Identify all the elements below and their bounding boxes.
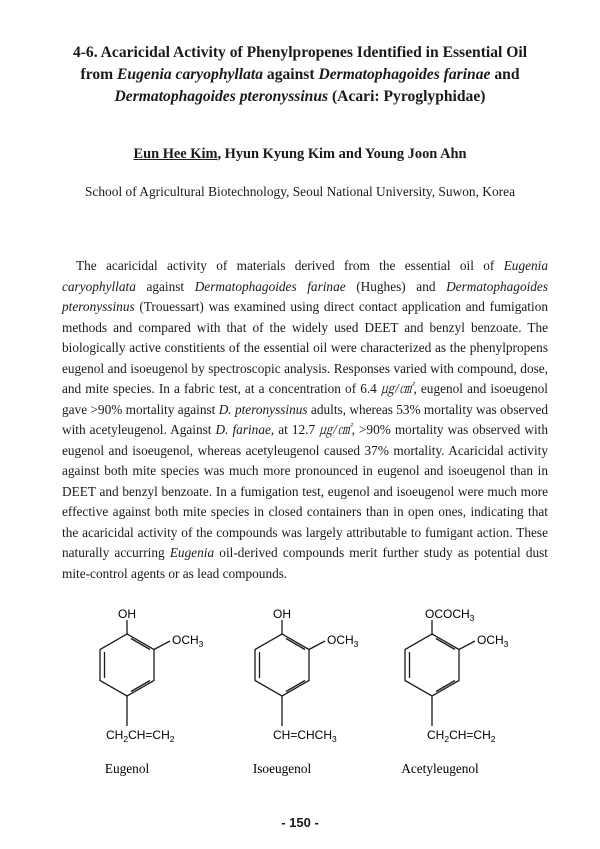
title-species: Dermatophagoides farinae <box>318 66 491 83</box>
isoeugenol-och3-label: $OCH_3$ <box>327 633 359 649</box>
paper-title <box>40 42 560 108</box>
isoeugenol-oh-label: OH <box>273 608 291 621</box>
abstract-text: (Trouessart) was examined using direct contact application and fumigation methods and compared with that of the widely used DEET and benzyl benzoate. The biologically active constitients of the essential oil were characterized as the phenylpropens eugenol and isoeugenol by spectroscopic analysis. Responses varied with compound, dose, and mite species. In a fabric test, at a concentration of 6.4 <box>62 299 548 396</box>
presenting-author: Eun Hee Kim <box>133 146 218 162</box>
abstract-text: against <box>135 278 195 294</box>
abstract-text: adults, whereas 53% mortality was observed with acetyleugenol. Against <box>62 401 549 437</box>
acetyleugenol-caption: Acetyleugenol <box>401 761 479 776</box>
title-text: (Acari: Pyroglyphidae) <box>328 88 486 105</box>
eugenol-oh-label: OH <box>118 608 136 621</box>
eugenol-chain-label: $CH_2CH=CH_2$ <box>106 728 175 744</box>
title-text: from <box>80 66 118 83</box>
title-line-3 <box>40 86 560 108</box>
chemical-structures-figure <box>70 608 550 798</box>
abstract-body <box>62 256 548 584</box>
affiliation: School of Agricultural Biotechnology, Seoul National University, Suwon, Korea <box>84 184 516 199</box>
abstract-species: Dermatophagoides pteronyssinus <box>62 278 549 314</box>
abstract-text: , eugenol and isoeugenol gave >90% mortality against <box>62 381 548 417</box>
abstract-unit: ㎍/㎠ <box>380 381 414 396</box>
acetyleugenol-ring <box>405 620 475 726</box>
abstract-unit: ㎍/㎠ <box>319 422 352 437</box>
isoeugenol-ring <box>255 620 325 726</box>
isoeugenol-caption: Isoeugenol <box>252 761 312 776</box>
acetyleugenol-ococh3-label: $OCOCH_3$ <box>425 608 475 623</box>
author-list <box>40 146 560 163</box>
title-line-2 <box>40 64 560 86</box>
title-text: and <box>490 66 520 83</box>
eugenol-och3-label: $OCH_3$ <box>172 633 204 649</box>
acetyleugenol-chain-label: $CH_2CH=CH_2$ <box>427 728 496 744</box>
page-number: - 150 - <box>281 815 319 830</box>
abstract-species: Eugenia caryophyllata <box>62 258 548 294</box>
title-text: against <box>263 66 319 83</box>
title-species: Dermatophagoides pteronyssinus <box>114 88 329 105</box>
abstract-species: D. pteronyssinus <box>218 401 308 417</box>
abstract-text: , >90% mortality was observed with eugenol and isoeugenol, whereas acetyleugenol caused 37% mortality. Acaricidal activity against both mite species was much more pronounced in eugenol and isoeugenol than in DEET and benzyl benzoate. In a fumigation test, eugenol and isoeugenol were much more effective against both mite species in closed containers than in open ones, indicating that the acaricidal activity of the compounds was largely attributable to fumigant action. These naturally accurring <box>62 422 548 560</box>
co-authors: , Hyun Kyung Kim and Young Joon Ahn <box>217 146 467 162</box>
isoeugenol-chain-label: $CH=CHCH_3$ <box>273 728 337 744</box>
abstract-text: oil-derived compounds merit further study as potential dust mite-control agents or as lead compounds. <box>62 545 548 581</box>
abstract-text: , at 12.7 <box>270 422 320 437</box>
structures-svg <box>70 608 550 798</box>
eugenol-ring <box>100 620 170 726</box>
abstract-text: (Hughes) and <box>345 278 447 294</box>
eugenol-caption: Eugenol <box>104 761 150 776</box>
title-line-1: 4-6. Acaricidal Activity of Phenylpropenes Identified in Essential Oil <box>72 44 528 61</box>
abstract-species: Dermatophagoides farinae <box>194 278 346 294</box>
abstract-species: Eugenia <box>169 545 215 560</box>
abstract-text: The acaricidal activity of materials derived from the essential oil of <box>76 258 504 273</box>
acetyleugenol-och3-label: $OCH_3$ <box>477 633 509 649</box>
title-species: Eugenia caryophyllata <box>117 66 264 83</box>
abstract-species: D. farinae <box>215 422 271 437</box>
